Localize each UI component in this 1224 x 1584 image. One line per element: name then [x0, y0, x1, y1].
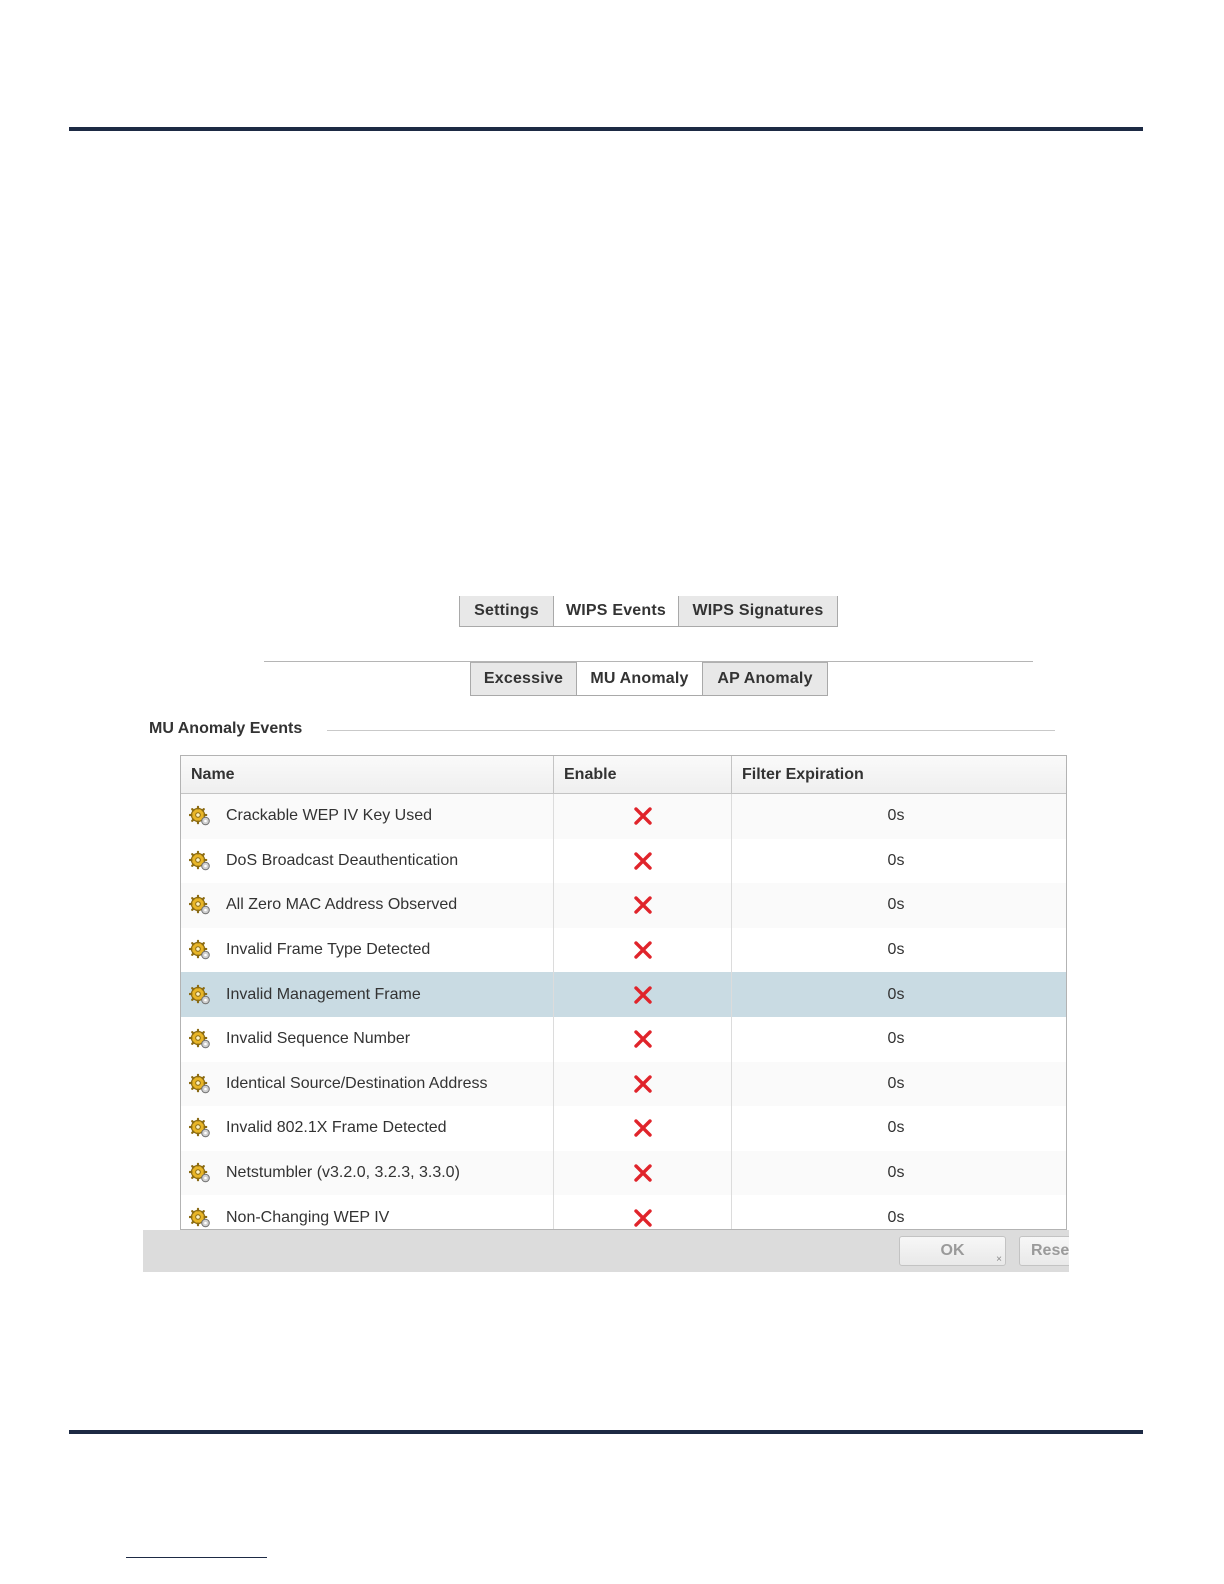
red-x-icon	[634, 852, 652, 870]
name-cell	[181, 883, 554, 928]
gear-icon	[189, 1073, 211, 1095]
event-name: Identical Source/Destination Address	[226, 1074, 488, 1092]
filter-expiration-value: 0s	[887, 1074, 905, 1092]
tab-mu-anomaly[interactable]: MU Anomaly	[577, 662, 703, 696]
event-name: All Zero MAC Address Observed	[226, 896, 458, 914]
reset-button-label: Rese	[1031, 1242, 1069, 1259]
filter-expiration-value: 0s	[887, 1208, 905, 1226]
event-name: Invalid 802.1X Frame Detected	[226, 1119, 447, 1137]
table-row[interactable]	[181, 883, 1066, 928]
filter-expiration-value: 0s	[887, 1119, 905, 1137]
gear-icon	[189, 984, 211, 1006]
table-row[interactable]	[181, 928, 1066, 973]
reset-button[interactable]	[1019, 1236, 1069, 1266]
events-table	[180, 755, 1067, 1230]
tab-excessive[interactable]: Excessive	[470, 662, 577, 696]
table-body	[181, 794, 1066, 1230]
red-x-icon	[634, 1119, 652, 1137]
red-x-icon	[634, 1209, 652, 1227]
red-x-icon	[634, 896, 652, 914]
button-bar	[143, 1230, 1069, 1272]
table-row[interactable]	[181, 1017, 1066, 1062]
table-row[interactable]	[181, 1106, 1066, 1151]
table-row[interactable]	[181, 839, 1066, 884]
name-cell	[181, 1062, 554, 1107]
enable-cell[interactable]	[554, 1151, 732, 1196]
filter-expiration-cell	[732, 1151, 1066, 1196]
filter-expiration-cell	[732, 972, 1066, 1017]
tab-settings[interactable]: Settings	[459, 596, 554, 627]
name-cell	[181, 928, 554, 973]
gear-icon	[189, 850, 211, 872]
table-row[interactable]	[181, 1062, 1066, 1107]
filter-expiration-cell	[732, 928, 1066, 973]
table-row[interactable]	[181, 1195, 1066, 1230]
header-rule	[69, 127, 1143, 131]
main-tabbar	[459, 596, 838, 627]
footer-rule	[69, 1430, 1143, 1434]
name-cell	[181, 1195, 554, 1230]
name-cell	[181, 1017, 554, 1062]
gear-icon	[189, 805, 211, 827]
name-cell	[181, 1106, 554, 1151]
enable-cell[interactable]	[554, 1195, 732, 1230]
table-row[interactable]	[181, 794, 1066, 839]
gear-icon	[189, 894, 211, 916]
gear-icon	[189, 1028, 211, 1050]
filter-expiration-cell	[732, 1062, 1066, 1107]
event-name: Invalid Sequence Number	[226, 1030, 411, 1048]
filter-expiration-value: 0s	[887, 1164, 905, 1182]
enable-cell[interactable]	[554, 1017, 732, 1062]
red-x-icon	[634, 941, 652, 959]
enable-cell[interactable]	[554, 1106, 732, 1151]
name-cell	[181, 1151, 554, 1196]
enable-cell[interactable]	[554, 883, 732, 928]
section-title: MU Anomaly Events	[149, 720, 303, 737]
event-name: Invalid Frame Type Detected	[226, 941, 431, 959]
filter-expiration-cell	[732, 1195, 1066, 1230]
filter-expiration-value: 0s	[887, 851, 905, 869]
red-x-icon	[634, 807, 652, 825]
enable-cell[interactable]	[554, 1062, 732, 1107]
name-cell	[181, 794, 554, 839]
enable-cell[interactable]	[554, 928, 732, 973]
table-header	[181, 756, 1066, 794]
close-icon: ×	[996, 1254, 1002, 1265]
sub-tabbar	[470, 662, 828, 696]
filter-expiration-value: 0s	[887, 1030, 905, 1048]
gear-icon	[189, 939, 211, 961]
event-name: Netstumbler (v3.2.0, 3.2.3, 3.3.0)	[226, 1164, 460, 1182]
enable-cell[interactable]	[554, 972, 732, 1017]
filter-expiration-value: 0s	[887, 807, 905, 825]
enable-cell[interactable]	[554, 839, 732, 884]
ok-button-label: OK	[940, 1242, 965, 1259]
event-name: DoS Broadcast Deauthentication	[226, 851, 459, 869]
filter-expiration-cell	[732, 1017, 1066, 1062]
filter-expiration-cell	[732, 794, 1066, 839]
filter-expiration-value: 0s	[887, 941, 905, 959]
filter-expiration-cell	[732, 883, 1066, 928]
filter-expiration-cell	[732, 839, 1066, 884]
footer-link-underline[interactable]	[126, 1557, 267, 1558]
event-name: Non-Changing WEP IV	[226, 1208, 390, 1226]
filter-expiration-value: 0s	[887, 896, 905, 914]
section-divider	[327, 730, 1055, 731]
tab-wips-signatures[interactable]: WIPS Signatures	[679, 596, 838, 627]
filter-expiration-cell	[732, 1106, 1066, 1151]
column-header-name[interactable]: Name	[181, 756, 554, 793]
ok-button[interactable]	[899, 1236, 1006, 1266]
tab-wips-events[interactable]: WIPS Events	[554, 596, 679, 627]
table-row[interactable]	[181, 972, 1066, 1017]
enable-cell[interactable]	[554, 794, 732, 839]
name-cell	[181, 839, 554, 884]
table-row[interactable]	[181, 1151, 1066, 1196]
gear-icon	[189, 1207, 211, 1229]
filter-expiration-value: 0s	[887, 985, 905, 1003]
column-header-filter-expiration[interactable]: Filter Expiration	[742, 765, 864, 783]
red-x-icon	[634, 1164, 652, 1182]
tab-ap-anomaly[interactable]: AP Anomaly	[703, 662, 828, 696]
gear-icon	[189, 1162, 211, 1184]
event-name: Crackable WEP IV Key Used	[226, 807, 433, 825]
red-x-icon	[634, 1075, 652, 1093]
gear-icon	[189, 1117, 211, 1139]
name-cell	[181, 972, 554, 1017]
red-x-icon	[634, 986, 652, 1004]
column-header-enable[interactable]: Enable	[554, 756, 732, 793]
red-x-icon	[634, 1030, 652, 1048]
event-name: Invalid Management Frame	[226, 985, 421, 1003]
